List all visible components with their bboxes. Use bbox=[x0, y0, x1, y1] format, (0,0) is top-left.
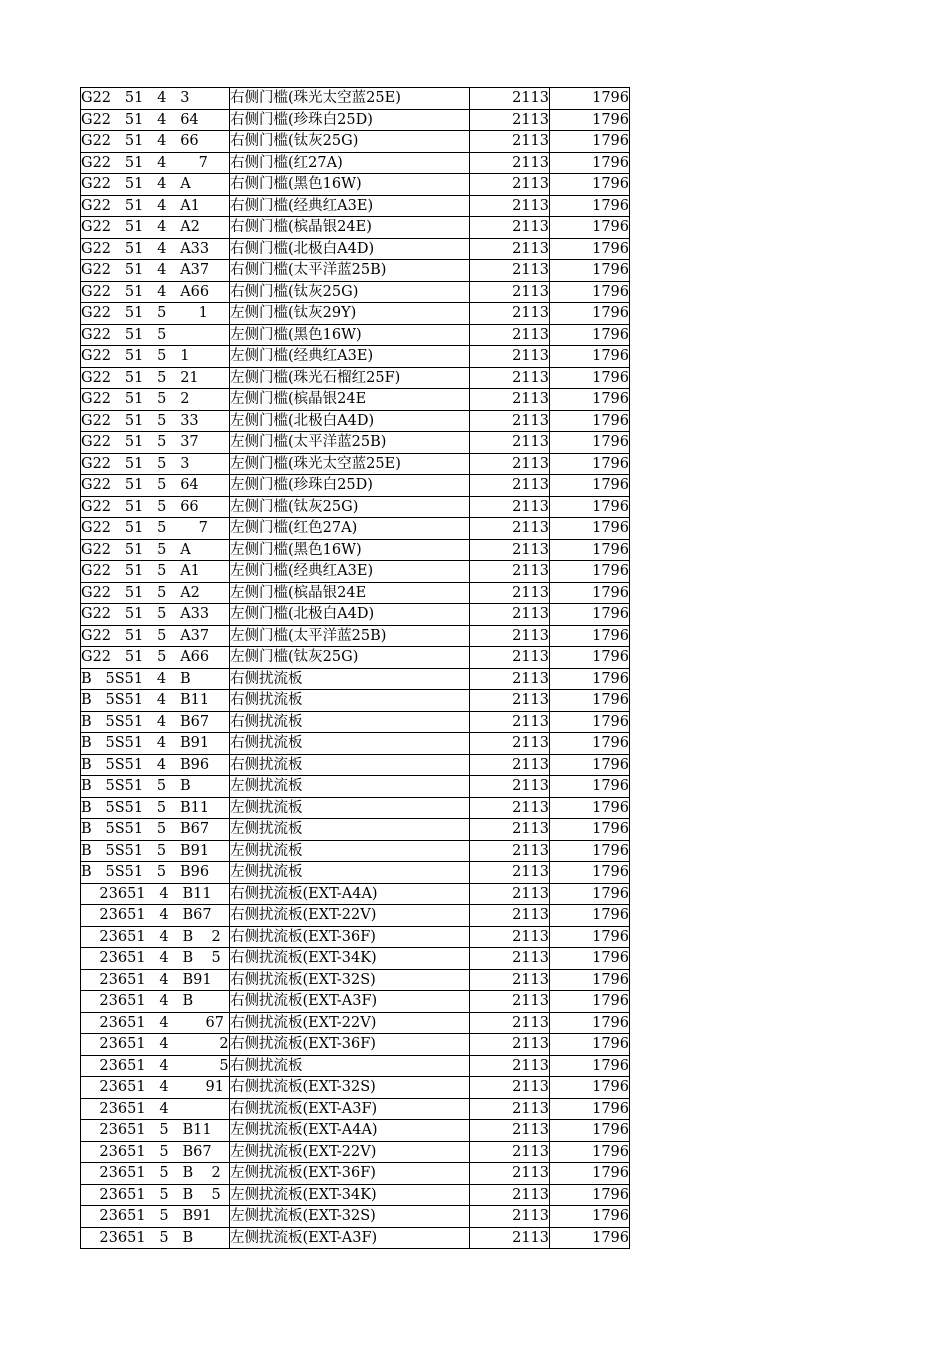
part-code-cell: G22 51 5 A bbox=[81, 539, 230, 561]
value-2-cell: 1796 bbox=[550, 1055, 630, 1077]
part-description-cell: 右侧扰流板(EXT-A3F) bbox=[230, 1098, 470, 1120]
value-2-cell: 1796 bbox=[550, 453, 630, 475]
value-2-cell: 1796 bbox=[550, 625, 630, 647]
value-1-cell: 2113 bbox=[512, 1186, 549, 1203]
value-2-cell: 1796 bbox=[550, 991, 630, 1013]
table-row bbox=[81, 109, 630, 131]
table-row bbox=[81, 1120, 630, 1142]
part-description-cell: 右侧扰流板 bbox=[230, 711, 470, 733]
table-row bbox=[81, 367, 630, 389]
table-row bbox=[81, 905, 630, 927]
part-description-cell: 左侧扰流板(EXT-A4A) bbox=[230, 1120, 470, 1142]
part-code-cell: G22 51 5 21 bbox=[81, 367, 230, 389]
part-code-cell: 23651 4 5 bbox=[81, 1055, 230, 1077]
part-code-cell: G22 51 5 A1 bbox=[81, 561, 230, 583]
value-1-cell: 2113 bbox=[512, 1165, 549, 1182]
part-code-cell: 23651 4 B 2 bbox=[81, 926, 230, 948]
value-1-cell: 2113 bbox=[512, 219, 549, 236]
value-1-cell: 2113 bbox=[512, 434, 549, 451]
value-1-cell: 2113 bbox=[512, 369, 549, 386]
value-2-cell: 1796 bbox=[550, 1163, 630, 1185]
value-1-cell: 2113 bbox=[512, 1208, 549, 1225]
part-code-cell: G22 51 5 37 bbox=[81, 432, 230, 454]
value-2-cell: 1796 bbox=[550, 260, 630, 282]
part-description-cell: 右侧门槛(钛灰25G) bbox=[230, 281, 470, 303]
value-1-cell: 2113 bbox=[512, 993, 549, 1010]
table-row bbox=[81, 496, 630, 518]
value-1-cell: 2113 bbox=[512, 197, 549, 214]
value-1-cell: 2113 bbox=[512, 477, 549, 494]
value-1-cell: 2113 bbox=[512, 971, 549, 988]
table-row bbox=[81, 604, 630, 626]
value-1-cell: 2113 bbox=[512, 864, 549, 881]
part-description-cell: 右侧扰流板 bbox=[230, 690, 470, 712]
part-code-cell: 23651 5 B91 bbox=[81, 1206, 230, 1228]
table-row bbox=[81, 195, 630, 217]
part-description-cell: 左侧门槛(珍珠白25D) bbox=[230, 475, 470, 497]
value-1-cell: 2113 bbox=[512, 756, 549, 773]
part-code-cell: 23651 4 B bbox=[81, 991, 230, 1013]
table-row bbox=[81, 1034, 630, 1056]
value-2-cell: 1796 bbox=[550, 195, 630, 217]
value-2-cell: 1796 bbox=[550, 582, 630, 604]
part-description-cell: 右侧门槛(黑色16W) bbox=[230, 174, 470, 196]
part-code-cell: G22 51 5 7 bbox=[81, 518, 230, 540]
part-code-cell: G22 51 4 A37 bbox=[81, 260, 230, 282]
value-1-cell: 2113 bbox=[512, 1143, 549, 1160]
value-1-cell: 2113 bbox=[512, 692, 549, 709]
value-2-cell: 1796 bbox=[550, 410, 630, 432]
part-description-cell: 右侧门槛(太平洋蓝25B) bbox=[230, 260, 470, 282]
value-1-cell: 2113 bbox=[512, 1229, 549, 1246]
table-row bbox=[81, 346, 630, 368]
value-2-cell: 1796 bbox=[550, 539, 630, 561]
value-2-cell: 1796 bbox=[550, 948, 630, 970]
part-description-cell: 左侧门槛(珠光石榴红25F) bbox=[230, 367, 470, 389]
table-row bbox=[81, 948, 630, 970]
value-1-cell: 2113 bbox=[512, 391, 549, 408]
part-code-cell: G22 51 5 A2 bbox=[81, 582, 230, 604]
table-row bbox=[81, 88, 630, 110]
part-code-cell: G22 51 4 7 bbox=[81, 152, 230, 174]
value-1-cell: 2113 bbox=[512, 907, 549, 924]
part-description-cell: 左侧扰流板(EXT-32S) bbox=[230, 1206, 470, 1228]
value-1-cell: 2113 bbox=[512, 606, 549, 623]
value-2-cell: 1796 bbox=[550, 152, 630, 174]
table-row bbox=[81, 625, 630, 647]
part-description-cell: 左侧扰流板 bbox=[230, 776, 470, 798]
table-row bbox=[81, 969, 630, 991]
part-description-cell: 右侧门槛(北极白A4D) bbox=[230, 238, 470, 260]
table-row bbox=[81, 711, 630, 733]
part-description-cell: 左侧门槛(槟晶银24E bbox=[230, 389, 470, 411]
value-2-cell: 1796 bbox=[550, 819, 630, 841]
part-code-cell: G22 51 5 A33 bbox=[81, 604, 230, 626]
value-2-cell: 1796 bbox=[550, 1098, 630, 1120]
value-1-cell: 2113 bbox=[512, 262, 549, 279]
parts-price-table bbox=[80, 87, 630, 1249]
value-2-cell: 1796 bbox=[550, 518, 630, 540]
part-code-cell: 23651 5 B 2 bbox=[81, 1163, 230, 1185]
part-description-cell: 左侧门槛(红色27A) bbox=[230, 518, 470, 540]
value-1-cell: 2113 bbox=[512, 348, 549, 365]
part-description-cell: 右侧门槛(珍珠白25D) bbox=[230, 109, 470, 131]
table-row bbox=[81, 1163, 630, 1185]
value-1-cell: 2113 bbox=[512, 1014, 549, 1031]
part-description-cell: 左侧扰流板(EXT-A3F) bbox=[230, 1227, 470, 1249]
part-code-cell: G22 51 4 66 bbox=[81, 131, 230, 153]
table-row bbox=[81, 668, 630, 690]
value-1-cell: 2113 bbox=[512, 584, 549, 601]
value-2-cell: 1796 bbox=[550, 604, 630, 626]
value-2-cell: 1796 bbox=[550, 1077, 630, 1099]
value-1-cell: 2113 bbox=[512, 111, 549, 128]
part-description-cell: 左侧门槛(经典红A3E) bbox=[230, 561, 470, 583]
table-row bbox=[81, 1012, 630, 1034]
part-code-cell: 23651 4 2 bbox=[81, 1034, 230, 1056]
value-1-cell: 2113 bbox=[512, 133, 549, 150]
part-code-cell: B 5S51 5 B91 bbox=[81, 840, 230, 862]
part-description-cell: 左侧扰流板 bbox=[230, 797, 470, 819]
table-row bbox=[81, 561, 630, 583]
part-code-cell: G22 51 5 A66 bbox=[81, 647, 230, 669]
value-1-cell: 2113 bbox=[512, 90, 549, 107]
part-code-cell: B 5S51 5 B96 bbox=[81, 862, 230, 884]
value-1-cell: 2113 bbox=[512, 305, 549, 322]
part-code-cell: G22 51 4 A1 bbox=[81, 195, 230, 217]
part-description-cell: 左侧扰流板(EXT-22V) bbox=[230, 1141, 470, 1163]
part-code-cell: 23651 4 B11 bbox=[81, 883, 230, 905]
value-2-cell: 1796 bbox=[550, 367, 630, 389]
table-row bbox=[81, 1206, 630, 1228]
part-description-cell: 右侧扰流板 bbox=[230, 1055, 470, 1077]
value-2-cell: 1796 bbox=[550, 1227, 630, 1249]
part-code-cell: B 5S51 4 B bbox=[81, 668, 230, 690]
part-code-cell: G22 51 5 bbox=[81, 324, 230, 346]
part-code-cell: G22 51 5 2 bbox=[81, 389, 230, 411]
value-1-cell: 2113 bbox=[512, 842, 549, 859]
part-description-cell: 右侧扰流板(EXT-32S) bbox=[230, 1077, 470, 1099]
part-description-cell: 左侧门槛(珠光太空蓝25E) bbox=[230, 453, 470, 475]
part-description-cell: 左侧门槛(黑色16W) bbox=[230, 324, 470, 346]
part-description-cell: 右侧门槛(槟晶银24E) bbox=[230, 217, 470, 239]
part-code-cell: G22 51 5 A37 bbox=[81, 625, 230, 647]
value-2-cell: 1796 bbox=[550, 174, 630, 196]
value-1-cell: 2113 bbox=[512, 412, 549, 429]
value-1-cell: 2113 bbox=[512, 283, 549, 300]
part-description-cell: 右侧扰流板(EXT-34K) bbox=[230, 948, 470, 970]
part-code-cell: 23651 4 B91 bbox=[81, 969, 230, 991]
value-2-cell: 1796 bbox=[550, 733, 630, 755]
table-row bbox=[81, 690, 630, 712]
value-1-cell: 2113 bbox=[512, 1036, 549, 1053]
part-code-cell: B 5S51 5 B bbox=[81, 776, 230, 798]
part-code-cell: G22 51 5 1 bbox=[81, 346, 230, 368]
value-2-cell: 1796 bbox=[550, 776, 630, 798]
table-row bbox=[81, 991, 630, 1013]
part-description-cell: 右侧扰流板(EXT-36F) bbox=[230, 1034, 470, 1056]
table-row bbox=[81, 260, 630, 282]
value-1-cell: 2113 bbox=[512, 885, 549, 902]
value-1-cell: 2113 bbox=[512, 563, 549, 580]
part-code-cell: B 5S51 4 B11 bbox=[81, 690, 230, 712]
part-description-cell: 左侧扰流板 bbox=[230, 840, 470, 862]
value-1-cell: 2113 bbox=[512, 455, 549, 472]
table-row bbox=[81, 926, 630, 948]
table-row bbox=[81, 539, 630, 561]
value-1-cell: 2113 bbox=[512, 778, 549, 795]
part-code-cell: 23651 4 67 bbox=[81, 1012, 230, 1034]
table-row bbox=[81, 518, 630, 540]
value-2-cell: 1796 bbox=[550, 1120, 630, 1142]
part-description-cell: 左侧门槛(北极白A4D) bbox=[230, 410, 470, 432]
value-2-cell: 1796 bbox=[550, 281, 630, 303]
value-1-cell: 2113 bbox=[512, 154, 549, 171]
part-description-cell: 左侧门槛(经典红A3E) bbox=[230, 346, 470, 368]
part-code-cell: G22 51 5 66 bbox=[81, 496, 230, 518]
value-2-cell: 1796 bbox=[550, 1206, 630, 1228]
part-code-cell: G22 51 4 A66 bbox=[81, 281, 230, 303]
table-row bbox=[81, 776, 630, 798]
part-description-cell: 左侧扰流板(EXT-36F) bbox=[230, 1163, 470, 1185]
table-row bbox=[81, 733, 630, 755]
part-code-cell: G22 51 5 3 bbox=[81, 453, 230, 475]
value-1-cell: 2113 bbox=[512, 520, 549, 537]
part-description-cell: 左侧门槛(黑色16W) bbox=[230, 539, 470, 561]
table-row bbox=[81, 281, 630, 303]
table-row bbox=[81, 174, 630, 196]
part-description-cell: 左侧门槛(钛灰25G) bbox=[230, 496, 470, 518]
value-2-cell: 1796 bbox=[550, 389, 630, 411]
value-2-cell: 1796 bbox=[550, 711, 630, 733]
part-description-cell: 左侧门槛(槟晶银24E bbox=[230, 582, 470, 604]
part-description-cell: 右侧扰流板(EXT-36F) bbox=[230, 926, 470, 948]
value-2-cell: 1796 bbox=[550, 131, 630, 153]
part-code-cell: 23651 5 B bbox=[81, 1227, 230, 1249]
part-description-cell: 右侧门槛(经典红A3E) bbox=[230, 195, 470, 217]
part-code-cell: 23651 4 bbox=[81, 1098, 230, 1120]
value-1-cell: 2113 bbox=[512, 670, 549, 687]
table-row bbox=[81, 432, 630, 454]
value-2-cell: 1796 bbox=[550, 432, 630, 454]
value-2-cell: 1796 bbox=[550, 88, 630, 110]
value-2-cell: 1796 bbox=[550, 109, 630, 131]
table-row bbox=[81, 1077, 630, 1099]
value-1-cell: 2113 bbox=[512, 735, 549, 752]
part-description-cell: 右侧扰流板(EXT-A4A) bbox=[230, 883, 470, 905]
table-row bbox=[81, 453, 630, 475]
part-code-cell: 23651 5 B 5 bbox=[81, 1184, 230, 1206]
part-code-cell: 23651 5 B11 bbox=[81, 1120, 230, 1142]
value-1-cell: 2113 bbox=[512, 326, 549, 343]
value-2-cell: 1796 bbox=[550, 797, 630, 819]
part-description-cell: 左侧门槛(太平洋蓝25B) bbox=[230, 625, 470, 647]
part-code-cell: B 5S51 4 B67 bbox=[81, 711, 230, 733]
table-row bbox=[81, 389, 630, 411]
table-row bbox=[81, 797, 630, 819]
value-1-cell: 2113 bbox=[512, 176, 549, 193]
part-code-cell: G22 51 4 3 bbox=[81, 88, 230, 110]
value-2-cell: 1796 bbox=[550, 883, 630, 905]
part-code-cell: 23651 5 B67 bbox=[81, 1141, 230, 1163]
part-code-cell: 23651 4 B67 bbox=[81, 905, 230, 927]
part-description-cell: 左侧门槛(钛灰25G) bbox=[230, 647, 470, 669]
value-2-cell: 1796 bbox=[550, 690, 630, 712]
table-row bbox=[81, 647, 630, 669]
part-description-cell: 右侧门槛(红27A) bbox=[230, 152, 470, 174]
part-code-cell: G22 51 5 1 bbox=[81, 303, 230, 325]
part-code-cell: B 5S51 4 B96 bbox=[81, 754, 230, 776]
part-code-cell: B 5S51 5 B11 bbox=[81, 797, 230, 819]
part-code-cell: G22 51 5 64 bbox=[81, 475, 230, 497]
table-row bbox=[81, 303, 630, 325]
table-row bbox=[81, 1141, 630, 1163]
part-description-cell: 右侧扰流板(EXT-32S) bbox=[230, 969, 470, 991]
value-1-cell: 2113 bbox=[512, 498, 549, 515]
table-body bbox=[81, 88, 630, 1249]
value-2-cell: 1796 bbox=[550, 1012, 630, 1034]
table-row bbox=[81, 475, 630, 497]
value-1-cell: 2113 bbox=[512, 1079, 549, 1096]
value-1-cell: 2113 bbox=[512, 627, 549, 644]
value-2-cell: 1796 bbox=[550, 1141, 630, 1163]
table-row bbox=[81, 324, 630, 346]
value-2-cell: 1796 bbox=[550, 754, 630, 776]
part-description-cell: 左侧扰流板 bbox=[230, 862, 470, 884]
part-code-cell: G22 51 5 33 bbox=[81, 410, 230, 432]
part-description-cell: 左侧扰流板(EXT-34K) bbox=[230, 1184, 470, 1206]
part-code-cell: G22 51 4 64 bbox=[81, 109, 230, 131]
table-row bbox=[81, 862, 630, 884]
part-code-cell: G22 51 4 A33 bbox=[81, 238, 230, 260]
value-2-cell: 1796 bbox=[550, 926, 630, 948]
table-row bbox=[81, 840, 630, 862]
table-row bbox=[81, 410, 630, 432]
value-2-cell: 1796 bbox=[550, 238, 630, 260]
value-1-cell: 2113 bbox=[512, 799, 549, 816]
table-row bbox=[81, 131, 630, 153]
table-row bbox=[81, 1098, 630, 1120]
value-2-cell: 1796 bbox=[550, 303, 630, 325]
table-row bbox=[81, 582, 630, 604]
value-2-cell: 1796 bbox=[550, 969, 630, 991]
part-code-cell: B 5S51 4 B91 bbox=[81, 733, 230, 755]
table-row bbox=[81, 1227, 630, 1249]
part-code-cell: B 5S51 5 B67 bbox=[81, 819, 230, 841]
value-2-cell: 1796 bbox=[550, 862, 630, 884]
value-1-cell: 2113 bbox=[512, 1122, 549, 1139]
value-2-cell: 1796 bbox=[550, 346, 630, 368]
table-row bbox=[81, 1184, 630, 1206]
part-description-cell: 右侧扰流板 bbox=[230, 733, 470, 755]
value-2-cell: 1796 bbox=[550, 324, 630, 346]
table-row bbox=[81, 238, 630, 260]
value-2-cell: 1796 bbox=[550, 668, 630, 690]
value-1-cell: 2113 bbox=[512, 649, 549, 666]
value-2-cell: 1796 bbox=[550, 217, 630, 239]
value-2-cell: 1796 bbox=[550, 647, 630, 669]
part-description-cell: 右侧门槛(钛灰25G) bbox=[230, 131, 470, 153]
table-row bbox=[81, 883, 630, 905]
part-description-cell: 左侧扰流板 bbox=[230, 819, 470, 841]
value-1-cell: 2113 bbox=[512, 928, 549, 945]
value-2-cell: 1796 bbox=[550, 1034, 630, 1056]
part-description-cell: 右侧扰流板 bbox=[230, 754, 470, 776]
value-2-cell: 1796 bbox=[550, 840, 630, 862]
part-description-cell: 左侧门槛(太平洋蓝25B) bbox=[230, 432, 470, 454]
value-2-cell: 1796 bbox=[550, 905, 630, 927]
value-2-cell: 1796 bbox=[550, 561, 630, 583]
table-row bbox=[81, 217, 630, 239]
part-code-cell: 23651 4 91 bbox=[81, 1077, 230, 1099]
value-1-cell: 2113 bbox=[512, 713, 549, 730]
part-description-cell: 右侧门槛(珠光太空蓝25E) bbox=[230, 88, 470, 110]
value-2-cell: 1796 bbox=[550, 475, 630, 497]
value-2-cell: 1796 bbox=[550, 1184, 630, 1206]
part-code-cell: G22 51 4 A2 bbox=[81, 217, 230, 239]
value-1-cell: 2113 bbox=[512, 1057, 549, 1074]
part-code-cell: G22 51 4 A bbox=[81, 174, 230, 196]
table-row bbox=[81, 152, 630, 174]
part-description-cell: 右侧扰流板(EXT-22V) bbox=[230, 905, 470, 927]
value-1-cell: 2113 bbox=[512, 821, 549, 838]
part-description-cell: 右侧扰流板(EXT-A3F) bbox=[230, 991, 470, 1013]
value-1-cell: 2113 bbox=[512, 240, 549, 257]
table-row bbox=[81, 754, 630, 776]
value-1-cell: 2113 bbox=[512, 1100, 549, 1117]
part-description-cell: 右侧扰流板 bbox=[230, 668, 470, 690]
part-description-cell: 左侧门槛(北极白A4D) bbox=[230, 604, 470, 626]
part-description-cell: 左侧门槛(钛灰29Y) bbox=[230, 303, 470, 325]
value-1-cell: 2113 bbox=[512, 950, 549, 967]
value-1-cell: 2113 bbox=[512, 541, 549, 558]
value-2-cell: 1796 bbox=[550, 496, 630, 518]
part-code-cell: 23651 4 B 5 bbox=[81, 948, 230, 970]
table-row bbox=[81, 819, 630, 841]
table-row bbox=[81, 1055, 630, 1077]
part-description-cell: 右侧扰流板(EXT-22V) bbox=[230, 1012, 470, 1034]
